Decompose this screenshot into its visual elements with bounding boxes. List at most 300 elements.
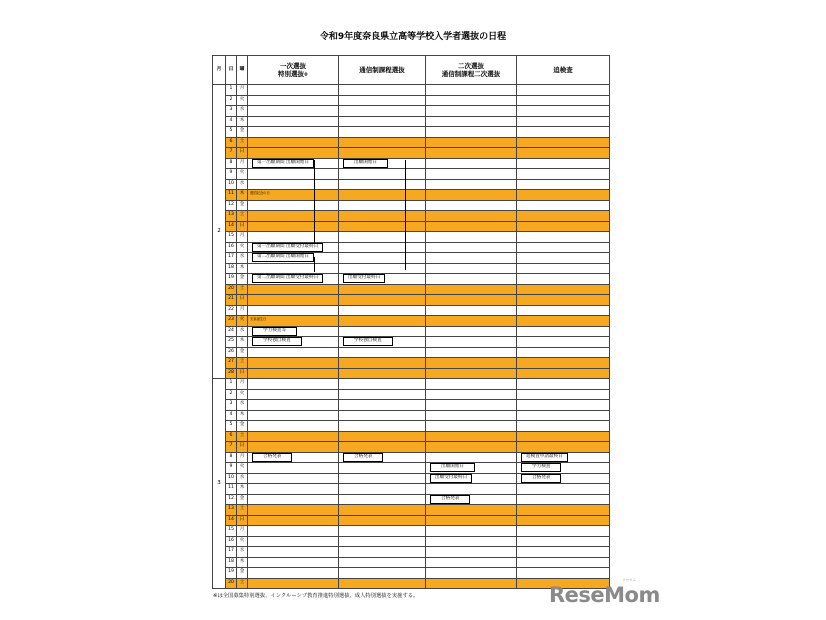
day-cell: 6 bbox=[226, 431, 237, 442]
schedule-row bbox=[213, 116, 610, 127]
second-period-arrow bbox=[314, 257, 315, 272]
makeup-exam-cell bbox=[517, 211, 610, 222]
day-cell: 14 bbox=[226, 221, 237, 232]
correspondence-cell bbox=[339, 484, 426, 495]
day-cell: 9 bbox=[226, 169, 237, 180]
header-makeup-exam: 追検査 bbox=[517, 56, 610, 85]
weekday-cell: 水 bbox=[237, 179, 248, 190]
correspondence-cell bbox=[339, 494, 426, 505]
makeup-exam-cell bbox=[517, 421, 610, 432]
makeup-exam-cell bbox=[517, 263, 610, 274]
makeup-exam-cell bbox=[517, 452, 610, 463]
day-cell: 7 bbox=[226, 148, 237, 159]
makeup-exam-cell bbox=[517, 431, 610, 442]
event-box: 第二出願期間 出願開始日 bbox=[252, 253, 314, 262]
event-box: 合格発表 bbox=[430, 495, 470, 504]
correspondence-cell bbox=[339, 337, 426, 348]
weekday-cell: 水 bbox=[237, 106, 248, 117]
first-selection-cell bbox=[248, 85, 339, 96]
first-selection-cell bbox=[248, 347, 339, 358]
makeup-exam-cell bbox=[517, 295, 610, 306]
day-cell: 2 bbox=[226, 95, 237, 106]
second-selection-cell bbox=[426, 494, 517, 505]
weekday-cell: 月 bbox=[237, 158, 248, 169]
second-selection-cell bbox=[426, 190, 517, 201]
second-selection-cell bbox=[426, 557, 517, 568]
day-cell: 3 bbox=[226, 106, 237, 117]
makeup-exam-cell bbox=[517, 484, 610, 495]
weekday-cell: 日 bbox=[237, 442, 248, 453]
makeup-exam-cell bbox=[517, 505, 610, 516]
schedule-row bbox=[213, 305, 610, 316]
first-selection-cell bbox=[248, 494, 339, 505]
second-selection-cell bbox=[426, 431, 517, 442]
day-cell: 13 bbox=[226, 211, 237, 222]
makeup-exam-cell bbox=[517, 473, 610, 484]
makeup-exam-cell bbox=[517, 494, 610, 505]
second-selection-cell bbox=[426, 442, 517, 453]
first-selection-cell bbox=[248, 337, 339, 348]
weekday-cell: 月 bbox=[237, 85, 248, 96]
header-note-mark: ※ bbox=[304, 72, 308, 77]
day-cell: 18 bbox=[226, 263, 237, 274]
day-cell: 23 bbox=[226, 316, 237, 327]
event-box: 出願受付最終日 bbox=[343, 274, 385, 283]
first-selection-cell bbox=[248, 358, 339, 369]
first-selection-cell bbox=[248, 253, 339, 264]
schedule-row bbox=[213, 431, 610, 442]
second-selection-cell bbox=[426, 85, 517, 96]
weekday-cell: 土 bbox=[237, 578, 248, 589]
first-selection-cell bbox=[248, 242, 339, 253]
correspondence-cell bbox=[339, 578, 426, 589]
day-cell: 28 bbox=[226, 368, 237, 379]
makeup-exam-cell bbox=[517, 400, 610, 411]
makeup-exam-cell bbox=[517, 232, 610, 243]
day-cell: 8 bbox=[226, 452, 237, 463]
correspondence-cell bbox=[339, 368, 426, 379]
weekday-cell: 金 bbox=[237, 200, 248, 211]
schedule-row bbox=[213, 284, 610, 295]
weekday-cell: 土 bbox=[237, 211, 248, 222]
second-selection-cell bbox=[426, 179, 517, 190]
weekday-cell: 木 bbox=[237, 116, 248, 127]
event-box: 学校独自検査 bbox=[343, 337, 393, 346]
first-selection-cell bbox=[248, 526, 339, 537]
first-selection-cell bbox=[248, 389, 339, 400]
makeup-exam-cell bbox=[517, 137, 610, 148]
first-selection-cell bbox=[248, 547, 339, 558]
first-selection-cell bbox=[248, 536, 339, 547]
makeup-exam-cell bbox=[517, 547, 610, 558]
makeup-exam-cell bbox=[517, 190, 610, 201]
day-cell: 20 bbox=[226, 578, 237, 589]
day-cell: 6 bbox=[226, 137, 237, 148]
second-selection-cell bbox=[426, 169, 517, 180]
first-selection-cell bbox=[248, 578, 339, 589]
first-selection-cell bbox=[248, 568, 339, 579]
first-selection-cell bbox=[248, 158, 339, 169]
weekday-cell: 木 bbox=[237, 484, 248, 495]
schedule-row bbox=[213, 200, 610, 211]
weekday-cell: 金 bbox=[237, 421, 248, 432]
second-selection-cell bbox=[426, 347, 517, 358]
event-box: 追検査申請最終日 bbox=[521, 453, 568, 462]
second-selection-cell bbox=[426, 379, 517, 390]
day-cell: 15 bbox=[226, 232, 237, 243]
day-cell: 25 bbox=[226, 337, 237, 348]
correspondence-cell bbox=[339, 526, 426, 537]
second-selection-cell bbox=[426, 547, 517, 558]
second-selection-cell bbox=[426, 578, 517, 589]
event-box: 出願受付最終日 bbox=[430, 474, 472, 483]
first-selection-cell bbox=[248, 379, 339, 390]
day-cell: 27 bbox=[226, 358, 237, 369]
schedule-row bbox=[213, 410, 610, 421]
schedule-row bbox=[213, 106, 610, 117]
first-selection-cell bbox=[248, 410, 339, 421]
header-special-selection: 特別選抜 bbox=[278, 70, 305, 78]
makeup-exam-cell bbox=[517, 515, 610, 526]
makeup-exam-cell bbox=[517, 106, 610, 117]
day-cell: 20 bbox=[226, 284, 237, 295]
schedule-row bbox=[213, 494, 610, 505]
second-selection-cell bbox=[426, 211, 517, 222]
day-cell: 21 bbox=[226, 295, 237, 306]
day-cell: 19 bbox=[226, 274, 237, 285]
makeup-exam-cell bbox=[517, 442, 610, 453]
schedule-row bbox=[213, 473, 610, 484]
weekday-cell: 金 bbox=[237, 494, 248, 505]
weekday-cell: 木 bbox=[237, 337, 248, 348]
schedule-row bbox=[213, 242, 610, 253]
makeup-exam-cell bbox=[517, 389, 610, 400]
weekday-cell: 火 bbox=[237, 316, 248, 327]
second-selection-cell bbox=[426, 337, 517, 348]
first-selection-cell bbox=[248, 211, 339, 222]
schedule-row bbox=[213, 85, 610, 96]
day-cell: 16 bbox=[226, 242, 237, 253]
schedule-row bbox=[213, 536, 610, 547]
correspondence-cell bbox=[339, 568, 426, 579]
first-selection-cell bbox=[248, 95, 339, 106]
second-selection-cell bbox=[426, 316, 517, 327]
day-cell: 24 bbox=[226, 326, 237, 337]
second-selection-cell bbox=[426, 148, 517, 159]
correspondence-cell bbox=[339, 200, 426, 211]
correspondence-cell bbox=[339, 116, 426, 127]
weekday-cell: 水 bbox=[237, 400, 248, 411]
day-cell: 10 bbox=[226, 473, 237, 484]
weekday-cell: 水 bbox=[237, 547, 248, 558]
first-selection-cell bbox=[248, 169, 339, 180]
makeup-exam-cell bbox=[517, 557, 610, 568]
schedule-row bbox=[213, 389, 610, 400]
schedule-row bbox=[213, 463, 610, 474]
header-correspondence: 通信制課程選抜 bbox=[339, 56, 426, 85]
makeup-exam-cell bbox=[517, 284, 610, 295]
weekday-cell: 月 bbox=[237, 379, 248, 390]
event-box: 出願開始日 bbox=[343, 159, 388, 168]
second-selection-cell bbox=[426, 106, 517, 117]
event-box: 合格発表 bbox=[343, 453, 383, 462]
resemom-logo: ReseMom bbox=[549, 583, 660, 607]
makeup-exam-cell bbox=[517, 274, 610, 285]
weekday-cell: 日 bbox=[237, 148, 248, 159]
header-row bbox=[213, 56, 610, 85]
correspondence-cell bbox=[339, 284, 426, 295]
makeup-exam-cell bbox=[517, 536, 610, 547]
second-selection-cell bbox=[426, 295, 517, 306]
first-selection-cell bbox=[248, 473, 339, 484]
weekday-cell: 土 bbox=[237, 284, 248, 295]
header-first-selection bbox=[248, 56, 339, 85]
second-selection-cell bbox=[426, 400, 517, 411]
schedule-row bbox=[213, 379, 610, 390]
makeup-exam-cell bbox=[517, 148, 610, 159]
first-selection-cell bbox=[248, 368, 339, 379]
weekday-cell: 金 bbox=[237, 274, 248, 285]
holiday-note: 天皇誕生日 bbox=[250, 317, 267, 322]
weekday-cell: 土 bbox=[237, 137, 248, 148]
schedule-row bbox=[213, 95, 610, 106]
weekday-cell: 土 bbox=[237, 505, 248, 516]
second-selection-cell bbox=[426, 358, 517, 369]
weekday-cell: 火 bbox=[237, 463, 248, 474]
event-box: 出願開始日 bbox=[430, 463, 475, 472]
schedule-row bbox=[213, 421, 610, 432]
event-box: 合格発表 bbox=[521, 474, 561, 483]
correspondence-period-arrow bbox=[405, 160, 406, 270]
schedule-row bbox=[213, 316, 610, 327]
second-selection-cell bbox=[426, 263, 517, 274]
second-selection-cell bbox=[426, 274, 517, 285]
event-box: 学力検査 bbox=[521, 463, 561, 472]
second-selection-cell bbox=[426, 137, 517, 148]
first-selection-cell bbox=[248, 295, 339, 306]
day-cell: 11 bbox=[226, 484, 237, 495]
second-selection-cell bbox=[426, 221, 517, 232]
second-selection-cell bbox=[426, 116, 517, 127]
second-selection-cell bbox=[426, 536, 517, 547]
first-selection-cell bbox=[248, 190, 339, 201]
second-selection-cell bbox=[426, 242, 517, 253]
second-selection-cell bbox=[426, 305, 517, 316]
second-selection-cell bbox=[426, 526, 517, 537]
weekday-cell: 水 bbox=[237, 326, 248, 337]
makeup-exam-cell bbox=[517, 337, 610, 348]
first-selection-cell bbox=[248, 106, 339, 117]
schedule-row bbox=[213, 505, 610, 516]
day-cell: 5 bbox=[226, 127, 237, 138]
correspondence-cell bbox=[339, 169, 426, 180]
schedule-row bbox=[213, 190, 610, 201]
correspondence-cell bbox=[339, 358, 426, 369]
day-cell: 7 bbox=[226, 442, 237, 453]
schedule-row bbox=[213, 295, 610, 306]
day-cell: 4 bbox=[226, 116, 237, 127]
correspondence-cell bbox=[339, 232, 426, 243]
first-selection-cell bbox=[248, 316, 339, 327]
first-selection-cell bbox=[248, 232, 339, 243]
makeup-exam-cell bbox=[517, 305, 610, 316]
correspondence-cell bbox=[339, 431, 426, 442]
first-selection-cell bbox=[248, 127, 339, 138]
first-selection-cell bbox=[248, 515, 339, 526]
schedule-row bbox=[213, 211, 610, 222]
weekday-cell: 金 bbox=[237, 347, 248, 358]
day-cell: 8 bbox=[226, 158, 237, 169]
weekday-cell: 土 bbox=[237, 358, 248, 369]
second-selection-cell bbox=[426, 473, 517, 484]
second-selection-cell bbox=[426, 127, 517, 138]
schedule-row bbox=[213, 148, 610, 159]
correspondence-cell bbox=[339, 190, 426, 201]
makeup-exam-cell bbox=[517, 358, 610, 369]
makeup-exam-cell bbox=[517, 242, 610, 253]
day-cell: 9 bbox=[226, 463, 237, 474]
header-weekday: 曜 bbox=[237, 56, 248, 85]
first-selection-cell bbox=[248, 505, 339, 516]
schedule-row bbox=[213, 137, 610, 148]
day-cell: 18 bbox=[226, 557, 237, 568]
first-selection-cell bbox=[248, 263, 339, 274]
schedule-row bbox=[213, 568, 610, 579]
header-first-selection-line1: 一次選抜 bbox=[280, 61, 306, 70]
correspondence-cell bbox=[339, 274, 426, 285]
day-cell: 5 bbox=[226, 421, 237, 432]
correspondence-cell bbox=[339, 106, 426, 117]
correspondence-cell bbox=[339, 536, 426, 547]
correspondence-cell bbox=[339, 242, 426, 253]
first-selection-cell bbox=[248, 484, 339, 495]
first-selection-cell bbox=[248, 442, 339, 453]
weekday-cell: 木 bbox=[237, 410, 248, 421]
first-selection-cell bbox=[248, 116, 339, 127]
correspondence-cell bbox=[339, 515, 426, 526]
makeup-exam-cell bbox=[517, 221, 610, 232]
first-selection-cell bbox=[248, 200, 339, 211]
weekday-cell: 金 bbox=[237, 568, 248, 579]
day-cell: 17 bbox=[226, 253, 237, 264]
first-selection-cell bbox=[248, 452, 339, 463]
schedule-row bbox=[213, 127, 610, 138]
correspondence-cell bbox=[339, 463, 426, 474]
second-selection-cell bbox=[426, 95, 517, 106]
weekday-cell: 火 bbox=[237, 95, 248, 106]
correspondence-cell bbox=[339, 148, 426, 159]
correspondence-cell bbox=[339, 127, 426, 138]
correspondence-cell bbox=[339, 389, 426, 400]
day-cell: 14 bbox=[226, 515, 237, 526]
first-selection-cell bbox=[248, 179, 339, 190]
event-box: 合格発表 bbox=[252, 453, 292, 462]
day-cell: 4 bbox=[226, 410, 237, 421]
schedule-row bbox=[213, 526, 610, 537]
resemom-logo-kana: リセマム bbox=[622, 578, 636, 582]
correspondence-cell bbox=[339, 158, 426, 169]
day-cell: 26 bbox=[226, 347, 237, 358]
first-selection-cell bbox=[248, 137, 339, 148]
day-cell: 2 bbox=[226, 389, 237, 400]
second-selection-cell bbox=[426, 568, 517, 579]
weekday-cell: 月 bbox=[237, 232, 248, 243]
weekday-cell: 水 bbox=[237, 473, 248, 484]
weekday-cell: 月 bbox=[237, 526, 248, 537]
header-second-selection bbox=[426, 56, 517, 85]
weekday-cell: 木 bbox=[237, 263, 248, 274]
second-selection-cell bbox=[426, 326, 517, 337]
makeup-exam-cell bbox=[517, 368, 610, 379]
schedule-row bbox=[213, 358, 610, 369]
day-cell: 13 bbox=[226, 505, 237, 516]
correspondence-cell bbox=[339, 347, 426, 358]
correspondence-cell bbox=[339, 316, 426, 327]
month-cell: 2 bbox=[213, 85, 226, 379]
header-day: 日 bbox=[226, 56, 237, 85]
second-selection-cell bbox=[426, 284, 517, 295]
weekday-cell: 日 bbox=[237, 221, 248, 232]
correspondence-cell bbox=[339, 221, 426, 232]
makeup-exam-cell bbox=[517, 169, 610, 180]
day-cell: 1 bbox=[226, 85, 237, 96]
schedule-row bbox=[213, 263, 610, 274]
first-selection-cell bbox=[248, 284, 339, 295]
correspondence-cell bbox=[339, 505, 426, 516]
schedule-row bbox=[213, 557, 610, 568]
first-selection-cell bbox=[248, 326, 339, 337]
day-cell: 11 bbox=[226, 190, 237, 201]
weekday-cell: 火 bbox=[237, 169, 248, 180]
first-selection-cell bbox=[248, 463, 339, 474]
first-period-arrow bbox=[314, 160, 315, 244]
second-selection-cell bbox=[426, 410, 517, 421]
schedule-row bbox=[213, 337, 610, 348]
schedule-row bbox=[213, 232, 610, 243]
correspondence-cell bbox=[339, 442, 426, 453]
holiday-note: 建国記念の日 bbox=[250, 191, 270, 196]
footnote: ※は全国募集特別選抜、インクルーシブ教育推進特別選抜、成人特別選抜を実施する。 bbox=[213, 593, 419, 599]
makeup-exam-cell bbox=[517, 463, 610, 474]
schedule-row bbox=[213, 158, 610, 169]
correspondence-cell bbox=[339, 473, 426, 484]
correspondence-cell bbox=[339, 253, 426, 264]
correspondence-cell bbox=[339, 305, 426, 316]
correspondence-cell bbox=[339, 410, 426, 421]
first-selection-cell bbox=[248, 274, 339, 285]
correspondence-cell bbox=[339, 547, 426, 558]
second-selection-cell bbox=[426, 505, 517, 516]
day-cell: 19 bbox=[226, 568, 237, 579]
correspondence-cell bbox=[339, 379, 426, 390]
makeup-exam-cell bbox=[517, 379, 610, 390]
second-selection-cell bbox=[426, 368, 517, 379]
first-selection-cell bbox=[248, 557, 339, 568]
makeup-exam-cell bbox=[517, 526, 610, 537]
makeup-exam-cell bbox=[517, 200, 610, 211]
correspondence-cell bbox=[339, 326, 426, 337]
correspondence-cell bbox=[339, 421, 426, 432]
second-selection-cell bbox=[426, 253, 517, 264]
second-selection-cell bbox=[426, 158, 517, 169]
weekday-cell: 月 bbox=[237, 305, 248, 316]
second-selection-cell bbox=[426, 463, 517, 474]
correspondence-cell bbox=[339, 85, 426, 96]
makeup-exam-cell bbox=[517, 85, 610, 96]
makeup-exam-cell bbox=[517, 127, 610, 138]
makeup-exam-cell bbox=[517, 158, 610, 169]
day-cell: 1 bbox=[226, 379, 237, 390]
